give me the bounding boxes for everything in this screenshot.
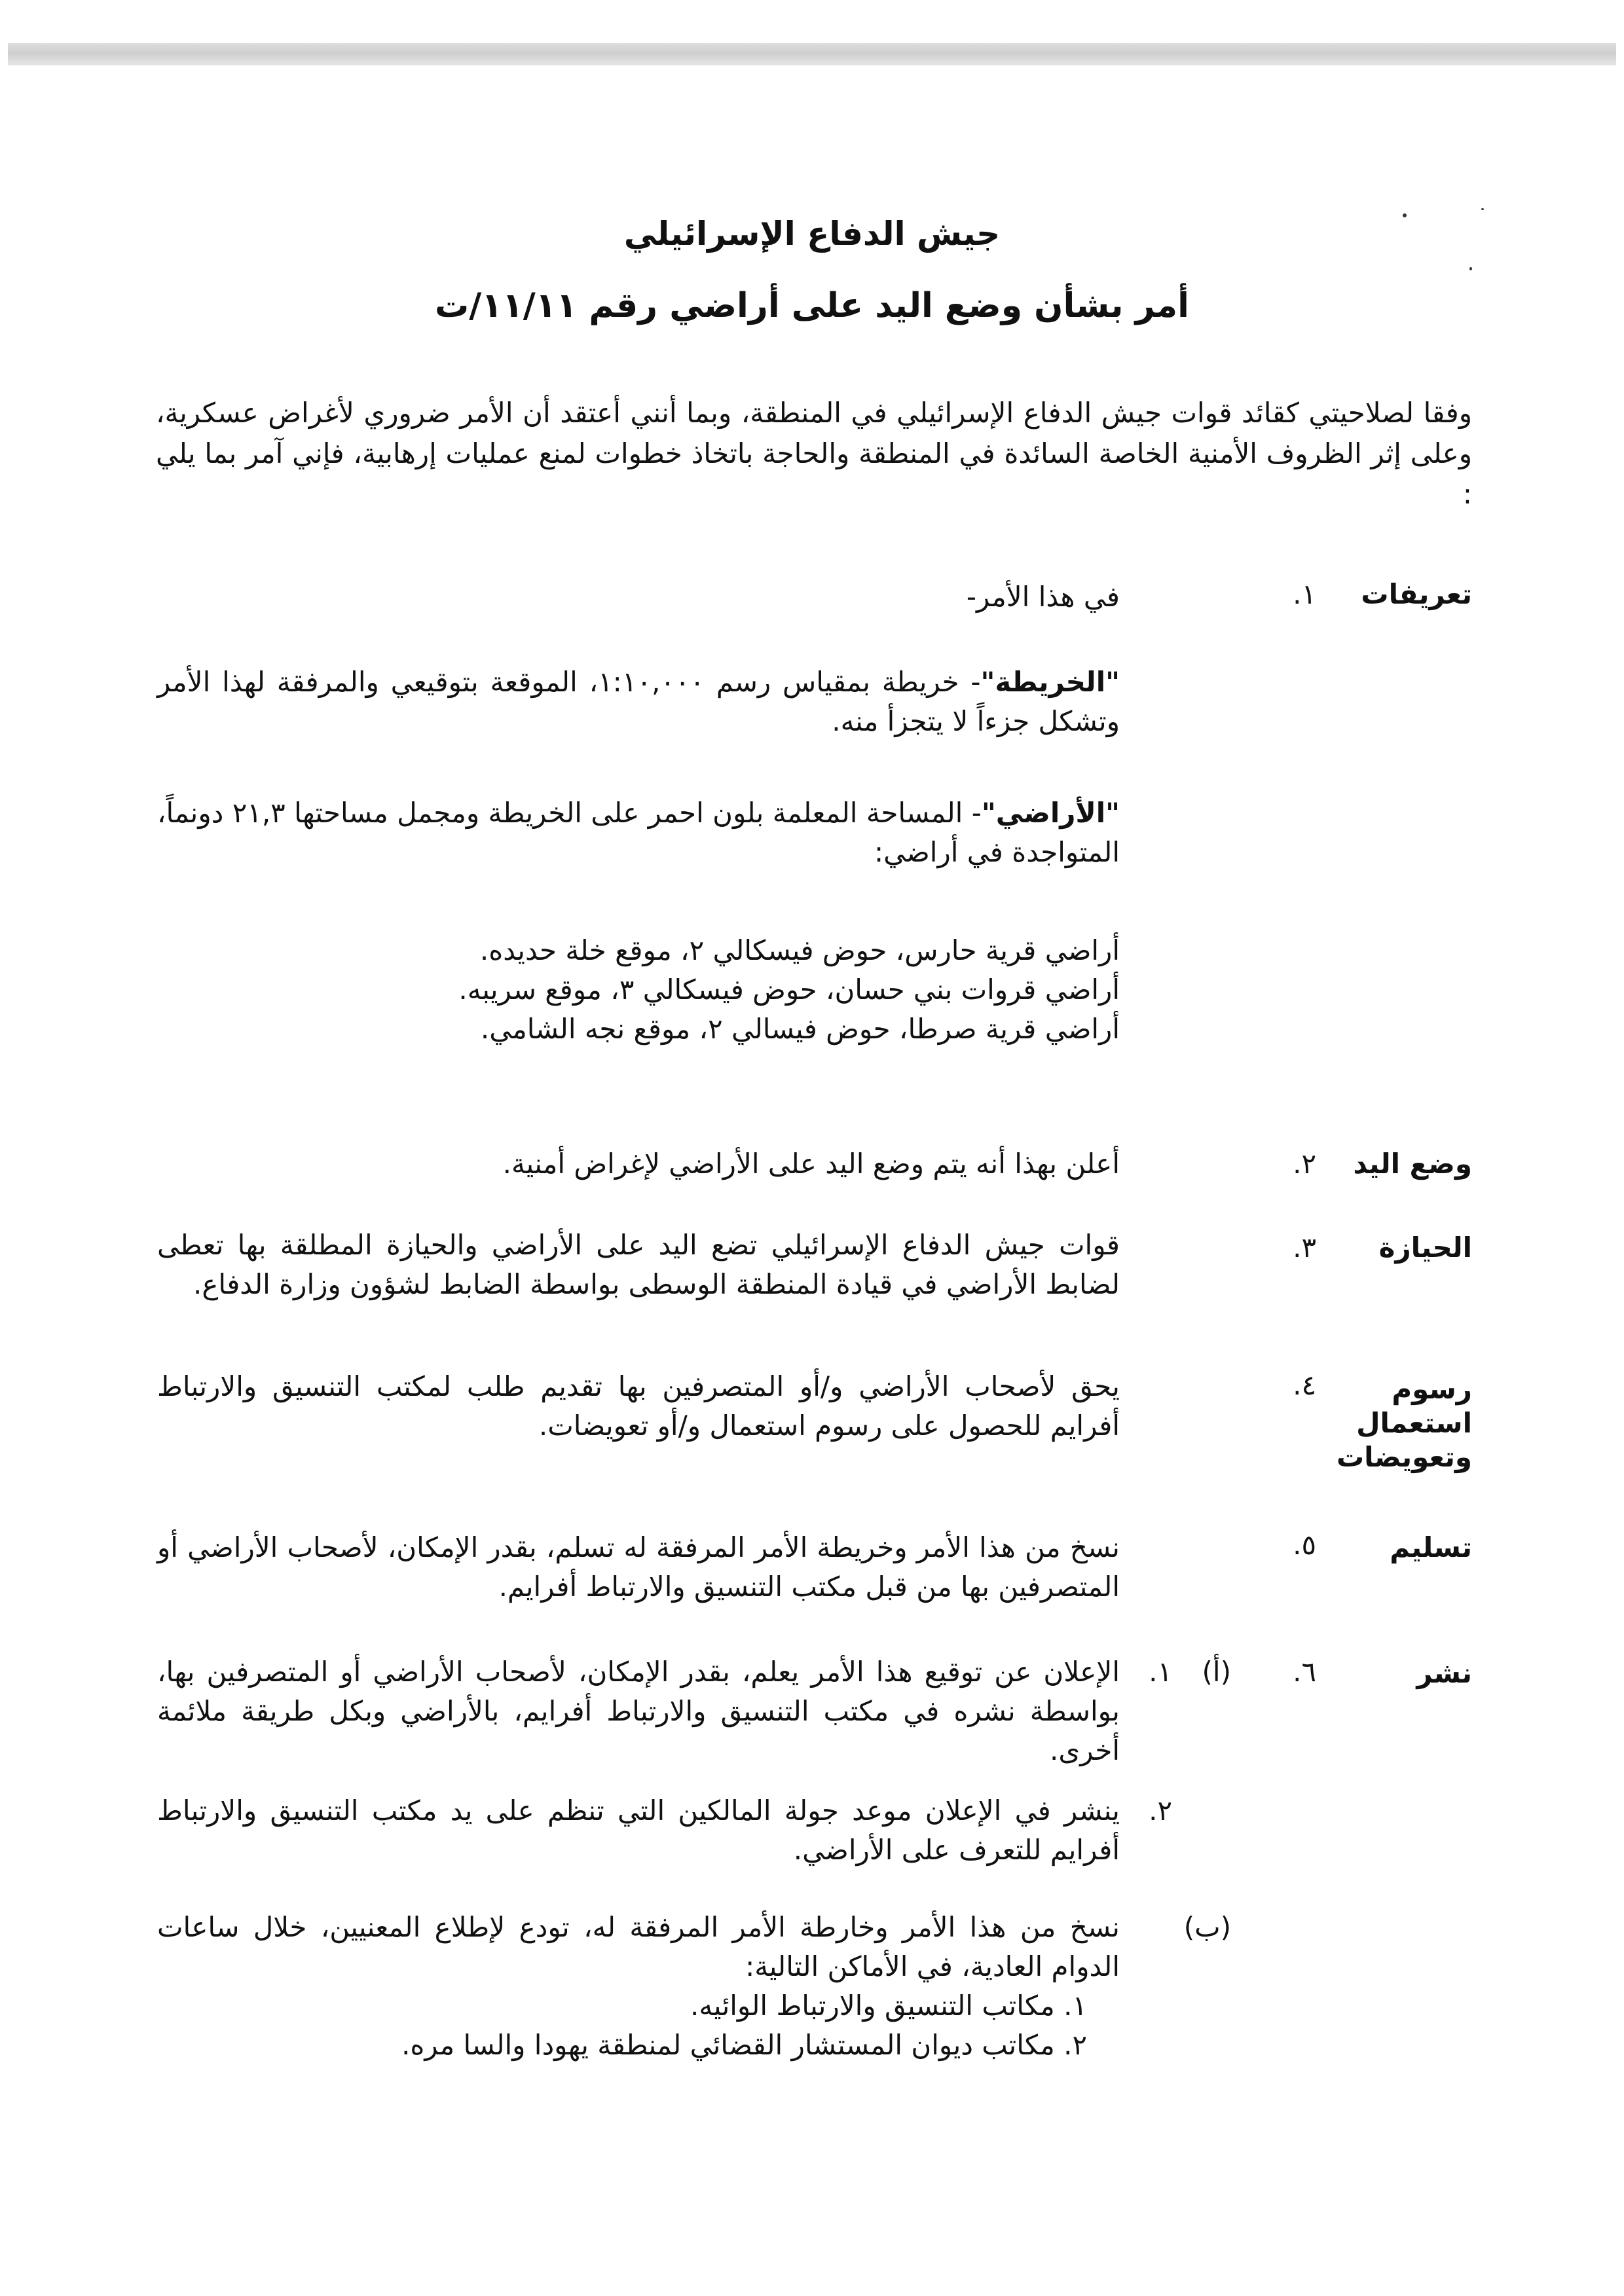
land-location-item: أراضي قرية حارس، حوض فيسكالي ٢، موقع خلة حديده.	[479, 934, 1120, 966]
section-label-fees: رسوم استعمال وتعويضات	[1336, 1373, 1472, 1473]
subsection-a-item1-number: ١.	[1149, 1656, 1172, 1688]
definition-map-term: "الخريطة"	[980, 666, 1120, 698]
subsection-b-place-item: ٢. مكاتب ديوان المستشار القضائي لمنطقة يهودا والسا مره.	[401, 2029, 1087, 2061]
definition-land	[157, 793, 1120, 872]
section-number-5: ٥.	[1293, 1529, 1316, 1561]
definition-map-text: - خريطة بمقياس رسم ١:١٠,٠٠٠، الموقعة بتوقيعي والمرفقة لهذا الأمر وتشكل جزءاً لا يتجزأ منه.	[157, 666, 1120, 737]
section-label-definitions: تعريفات	[1361, 578, 1472, 610]
subsection-a-item2-number: ٢.	[1149, 1795, 1172, 1827]
section-label-delivery: تسليم	[1390, 1531, 1472, 1563]
section-label-publication: نشر	[1416, 1657, 1472, 1689]
section-number-2: ٢.	[1293, 1148, 1316, 1180]
delivery-text: نسخ من هذا الأمر وخريطة الأمر المرفقة له تسلم، بقدر الإمكان، لأصحاب الأراضي أو المتصرفين بها من قبل مكتب التنسيق والارتباط أفرايم.	[157, 1531, 1120, 1603]
definitions-lead: في هذا الأمر-	[966, 581, 1120, 613]
definition-land-term: "الأراضي"	[981, 797, 1120, 829]
definition-land-text: - المساحة المعلمة بلون احمر على الخريطة ومجمل مساحتها ٢١,٣ دونماً، المتواجدة في أراضي:	[157, 797, 1120, 868]
land-location-item: أراضي قرية صرطا، حوض فيسالي ٢، موقع نجه الشامي.	[480, 1013, 1120, 1045]
subsection-a-item1-text: الإعلان عن توقيع هذا الأمر يعلم، بقدر الإمكان، لأصحاب الأراضي أو المتصرفين بها، بواسطة نشره في مكتب التنسيق والارتباط أفرايم، بالأراضي وبكل طريقة ملائمة أخرى.	[157, 1656, 1120, 1766]
land-locations-list	[157, 931, 1120, 1049]
section-number-1: ١.	[1293, 578, 1316, 610]
subsection-b-marker: (ب)	[1183, 1911, 1231, 1943]
section-number-3: ٣.	[1293, 1231, 1316, 1264]
definition-map	[157, 663, 1120, 741]
document-title: جيش الدفاع الإسرائيلي	[623, 215, 1001, 253]
possession-text: قوات جيش الدفاع الإسرائيلي تضع اليد على الأراضي والحيازة المطلقة بها تعطى لضابط الأراضي في قيادة المنطقة الوسطى بواسطة الضابط لشؤون وزارة الدفاع.	[157, 1229, 1120, 1300]
subsection-b-places-list	[157, 1986, 1087, 2065]
section-label-seizure: وضع اليد	[1353, 1148, 1472, 1180]
section-number-4: ٤.	[1293, 1369, 1316, 1401]
section-label-possession: الحيازة	[1378, 1231, 1472, 1264]
intro-paragraph: وفقا لصلاحيتي كقائد قوات جيش الدفاع الإسرائيلي في المنطقة، وبما أنني أعتقد أن الأمر ضروري لأغراض عسكرية، وعلى إثر الظروف الأمنية الخاصة السائدة في المنطقة والحاجة باتخاذ خطوات لمنع عمليات إرهابية، فإني آمر بما يلي :	[156, 397, 1472, 510]
land-location-item: أراضي قروات بني حسان، حوض فيسكالي ٣، موقع سريبه.	[458, 974, 1120, 1006]
document-subtitle: أمر بشأن وضع اليد على أراضي رقم ١١/١١/ت	[435, 286, 1189, 325]
subsection-a-marker: (أ)	[1202, 1656, 1231, 1688]
subsection-b-place-item: ١. مكاتب التنسيق والارتباط الوائيه.	[690, 1990, 1087, 2022]
seizure-text: أعلن بهذا أنه يتم وضع اليد على الأراضي لإغراض أمنية.	[502, 1148, 1120, 1180]
subsection-b-text: نسخ من هذا الأمر وخارطة الأمر المرفقة له، تودع لإطلاع المعنيين، خلال ساعات الدوام العادية، في الأماكن التالية:	[157, 1911, 1120, 1982]
subsection-a-item2-text: ينشر في الإعلان موعد جولة المالكين التي تنظم على يد مكتب التنسيق والارتباط أفرايم للتعرف على الأراضي.	[157, 1795, 1120, 1866]
fees-text: يحق لأصحاب الأراضي و/أو المتصرفين بها تقديم طلب لمكتب التنسيق والارتباط أفرايم للحصول على رسوم استعمال و/أو تعويضات.	[157, 1370, 1120, 1442]
section-number-6: ٦.	[1293, 1656, 1316, 1688]
